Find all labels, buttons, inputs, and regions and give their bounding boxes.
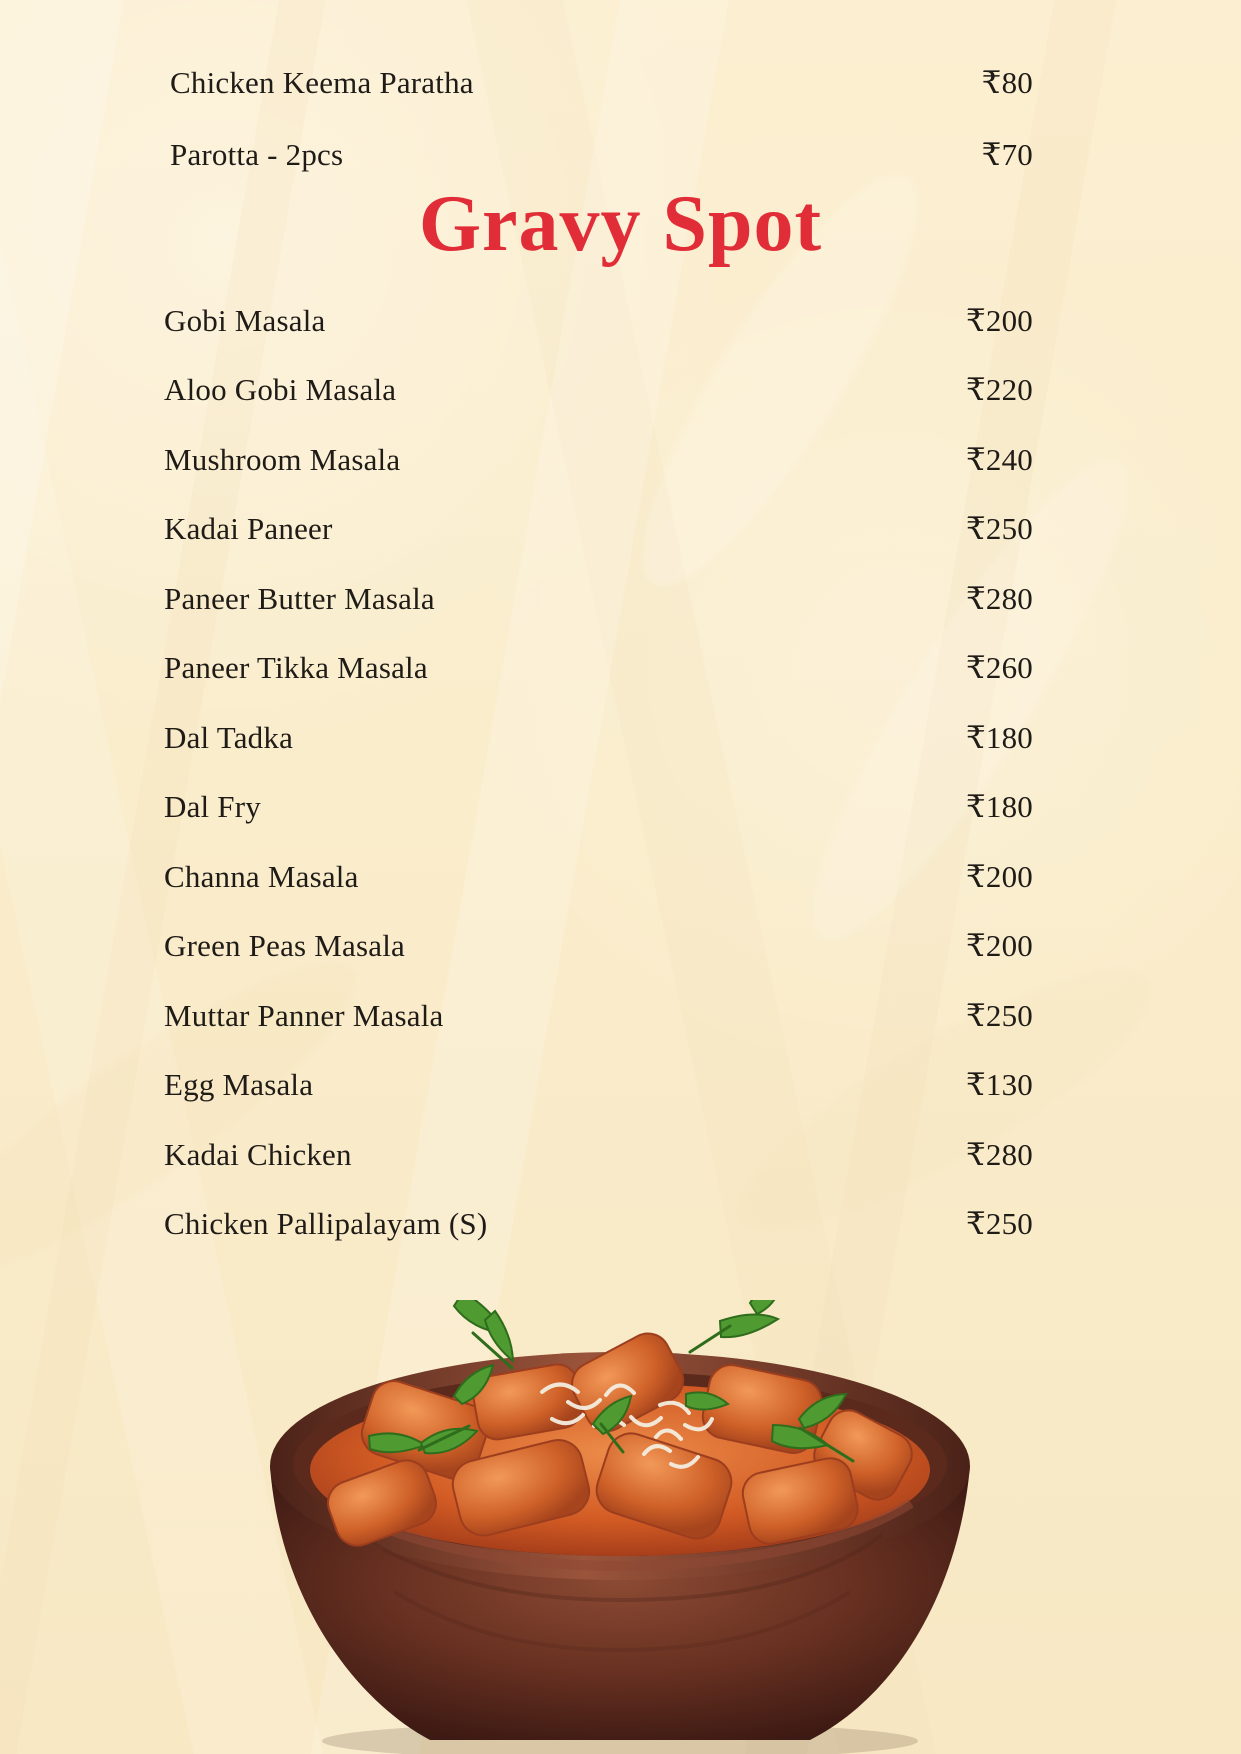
menu-item-price: ₹220 (965, 372, 1033, 407)
menu-item-row (0, 1060, 1241, 1110)
menu-item-name: Gobi Masala (164, 303, 326, 338)
curry-bowl-icon (250, 1300, 990, 1754)
menu-item-name: Dal Tadka (164, 720, 294, 755)
menu-item-name: Egg Masala (164, 1067, 314, 1102)
menu-item-name: Muttar Panner Masala (164, 998, 444, 1033)
menu-item-price: ₹250 (965, 511, 1033, 546)
menu-item-price: ₹80 (981, 65, 1033, 100)
menu-item-price: ₹130 (965, 1067, 1033, 1102)
menu-item-price: ₹200 (965, 859, 1033, 894)
menu-item-row (0, 921, 1241, 971)
menu-item-row (0, 713, 1241, 763)
menu-item-name: Aloo Gobi Masala (164, 372, 397, 407)
menu-item-row (0, 296, 1241, 346)
menu-item-price: ₹70 (981, 137, 1033, 172)
menu-item-row (0, 435, 1241, 485)
menu-item-price: ₹180 (965, 789, 1033, 824)
menu-item-price: ₹200 (965, 303, 1033, 338)
menu-item-name: Chicken Keema Paratha (170, 65, 474, 100)
menu-item-row (0, 852, 1241, 902)
menu-item-name: Paneer Butter Masala (164, 581, 435, 616)
menu-item-price: ₹180 (965, 720, 1033, 755)
menu-item-row (0, 365, 1241, 415)
paper-texture-streak (0, 922, 387, 1319)
menu-item-row (0, 643, 1241, 693)
menu-item-row (0, 991, 1241, 1041)
menu-item-price: ₹280 (965, 1137, 1033, 1172)
menu-item-row (0, 130, 1241, 180)
menu-item-price: ₹260 (965, 650, 1033, 685)
menu-item-name: Mushroom Masala (164, 442, 401, 477)
menu-item-row (0, 1199, 1241, 1249)
menu-item-name: Dal Fry (164, 789, 261, 824)
menu-item-name: Channa Masala (164, 859, 359, 894)
menu-item-row (0, 58, 1241, 108)
menu-item-price: ₹250 (965, 998, 1033, 1033)
menu-item-row (0, 1130, 1241, 1180)
menu-item-name: Parotta - 2pcs (170, 137, 344, 172)
menu-item-price: ₹250 (965, 1206, 1033, 1241)
menu-item-name: Chicken Pallipalayam (S) (164, 1206, 488, 1241)
menu-item-price: ₹280 (965, 581, 1033, 616)
section-title: Gravy Spot (418, 180, 823, 268)
menu-item-price: ₹240 (965, 442, 1033, 477)
menu-item-row (0, 504, 1241, 554)
menu-item-row (0, 782, 1241, 832)
menu-item-name: Kadai Chicken (164, 1137, 352, 1172)
menu-item-name: Green Peas Masala (164, 928, 405, 963)
menu-item-price: ₹200 (965, 928, 1033, 963)
menu-item-row (0, 574, 1241, 624)
menu-item-name: Kadai Paneer (164, 511, 333, 546)
menu-item-name: Paneer Tikka Masala (164, 650, 428, 685)
